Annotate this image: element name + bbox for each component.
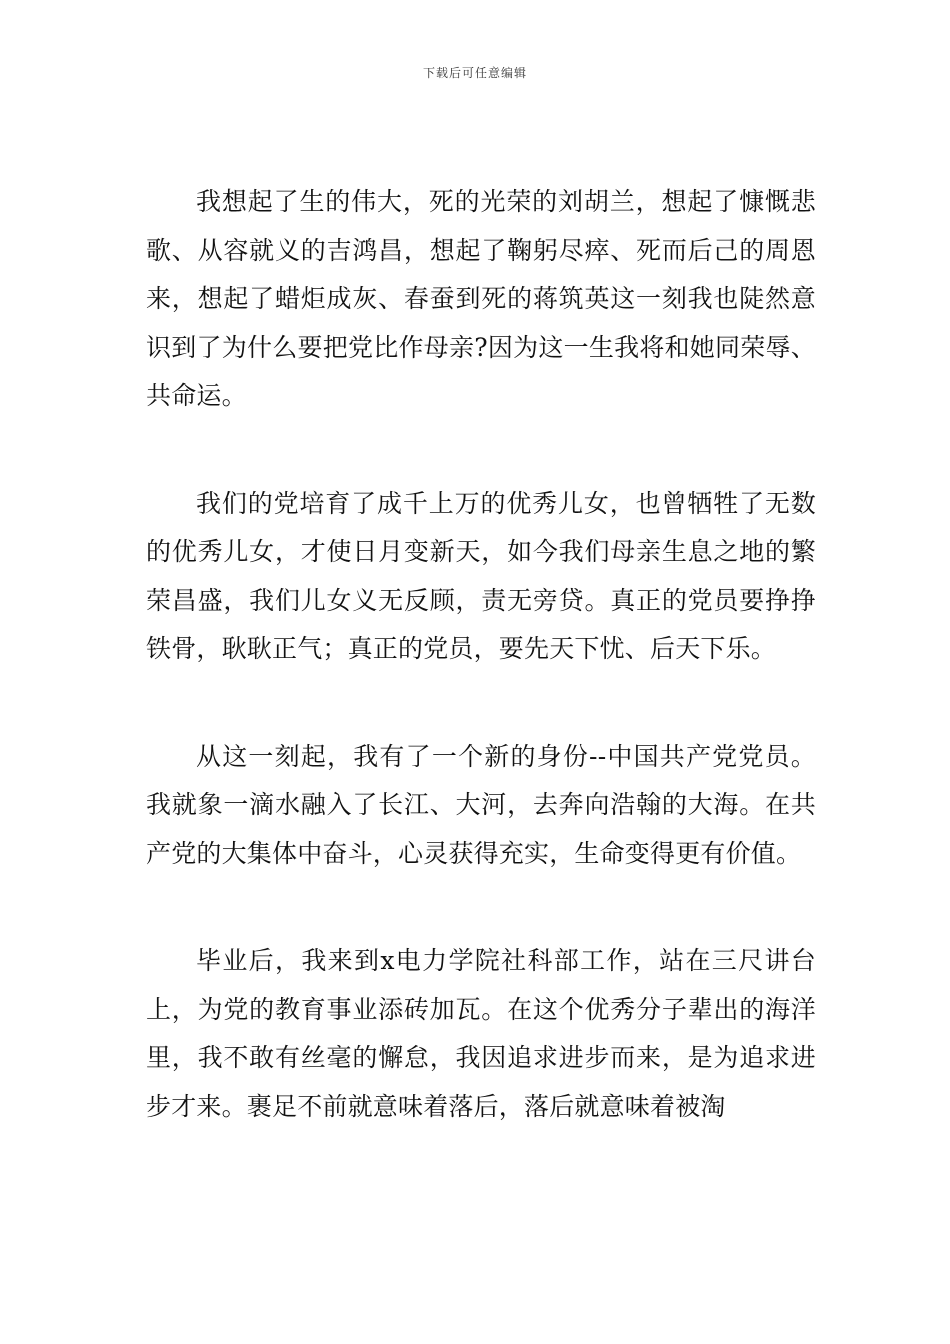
paragraph-2: 我们的党培育了成千上万的优秀儿女，也曾牺牲了无数的优秀儿女，才使日月变新天，如今我们母亲生息之地的繁荣昌盛，我们儿女义无反顾，责无旁贷。真正的党员要挣挣铁骨，耿耿正气；真正的党员，要先天下忧、后天下乐。 (146, 488, 816, 663)
paragraph-1: 我想起了生的伟大，死的光荣的刘胡兰，想起了慷慨悲歌、从容就义的吉鸿昌，想起了鞠躬尽瘁、死而后己的周恩来，想起了蜡炬成灰、春蚕到死的蒋筑英这一刻我也陡然意识到了为什么要把党比作母亲?因为这一生我将和她同荣辱、共命运。 (146, 187, 816, 410)
document-body (146, 178, 816, 1131)
paragraph-4: 毕业后，我来到x电力学院社科部工作，站在三尺讲台上，为党的教育事业添砖加瓦。在这个优秀分子辈出的海洋里，我不敢有丝毫的懈怠，我因追求进步而来，是为追求进步才来。裹足不前就意味着落后，落后就意味着被淘 (146, 946, 816, 1121)
paragraph-3: 从这一刻起，我有了一个新的身份--中国共产党党员。我就象一滴水融入了长江、大河，去奔向浩翰的大海。在共产党的大集体中奋斗，心灵获得充实，生命变得更有价值。 (146, 741, 816, 868)
header-note: 下载后可任意编辑 (422, 66, 527, 80)
